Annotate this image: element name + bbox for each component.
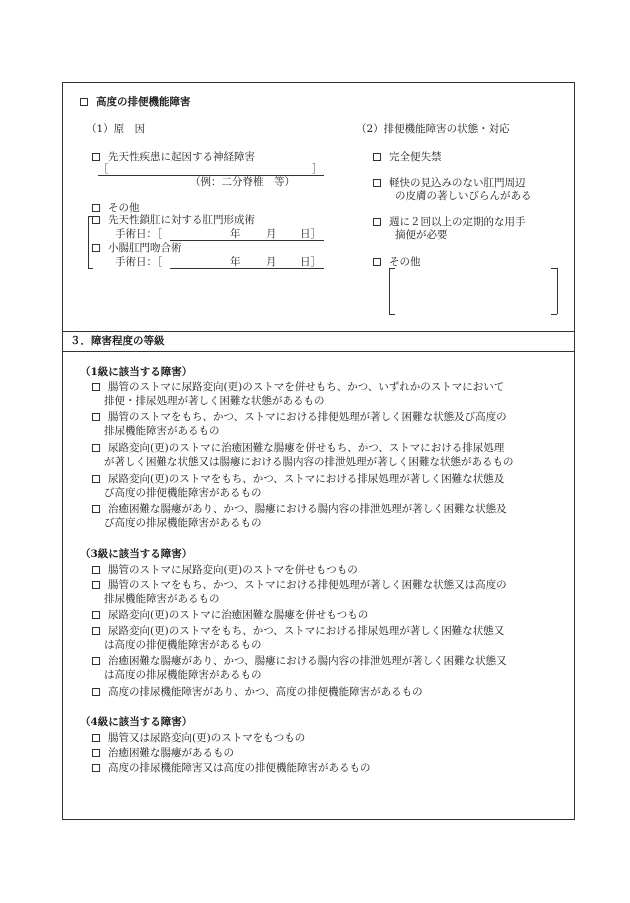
grade1-item3 <box>92 442 504 455</box>
bracket-open-1: ［ <box>98 163 109 175</box>
surgery-date-1 <box>115 228 162 241</box>
checkbox-digital[interactable] <box>373 218 381 226</box>
status-item-digital <box>373 216 526 229</box>
checkbox-incontinence[interactable] <box>373 153 381 161</box>
grade4-item2 <box>92 747 234 760</box>
grade4-item1-label: 腸管又は尿路変向(更)のストマをもつもの <box>108 732 306 744</box>
grade1-item1 <box>92 381 504 394</box>
status-item-other <box>373 256 421 269</box>
grade3-item6 <box>92 686 423 699</box>
grade3-item6-label: 高度の排尿機能障害があり、かつ、高度の排便機能障害があるもの <box>108 686 423 698</box>
cause-item-congenital <box>92 151 255 164</box>
divider-bottom <box>62 351 575 352</box>
month-label-1: 月 <box>266 228 277 240</box>
grade1-item5-line1: 治癒困難な腸瘻があり、かつ、腸瘻における腸内容の排泄処理が著しく困難な状態及 <box>108 503 507 515</box>
checkbox-grade3-4[interactable] <box>92 627 100 635</box>
grade1-item4-line2: び高度の排便機能障害があるもの <box>104 487 262 499</box>
checkbox-grade4-1[interactable] <box>92 734 100 742</box>
grade3-item4-line2: は高度の排便機能障害があるもの <box>104 639 262 651</box>
checkbox-grade1-4[interactable] <box>92 475 100 483</box>
checkbox-grade1-2[interactable] <box>92 413 100 421</box>
other-bracket-right-bottom <box>551 314 557 315</box>
other-bracket-right <box>557 268 558 314</box>
grade1-item4 <box>92 473 504 486</box>
grade1-item5 <box>92 503 507 516</box>
checkbox-grade1-1[interactable] <box>92 383 100 391</box>
divider-top <box>62 331 575 332</box>
grade3-item4-line1: 尿路変向(更)のストマをもち、かつ、ストマにおける排尿処理が著しく困難な状態又 <box>108 625 505 637</box>
grade3-item5-line2: は高度の排尿機能障害があるもの <box>104 669 262 681</box>
day-label-2: 日］ <box>300 256 321 268</box>
checkbox-cause-other[interactable] <box>92 204 100 212</box>
cause-heading: （1）原 因 <box>86 123 146 135</box>
grade3-item1-label: 腸管のストマに尿路変向(更)のストマを併せもつもの <box>108 564 358 576</box>
sub-bracket-line <box>88 216 89 268</box>
status-item-erosion-line2: の皮膚の著しいびらんがある <box>395 190 532 202</box>
grade3-item2 <box>92 579 507 592</box>
grade1-item2 <box>92 411 507 424</box>
other-bracket-left-bottom <box>389 314 395 315</box>
status-item-erosion-line1: 軽快の見込みのない肛門周辺 <box>389 177 526 189</box>
grade4-heading: （4級に該当する障害） <box>80 716 193 728</box>
surgery-date-label-2: 手術日：［ <box>115 256 163 268</box>
checkbox-status-other[interactable] <box>373 258 381 266</box>
grade1-item5-line2: び高度の排尿機能障害があるもの <box>104 517 262 529</box>
grade3-heading: （3級に該当する障害） <box>80 548 193 560</box>
cause-item-anoplasty-label: 先天性鎖肛に対する肛門形成術 <box>108 214 255 226</box>
surgery-date-2 <box>115 256 162 269</box>
surgery-date-label-1: 手術日：［ <box>115 228 163 240</box>
checkbox-anastomosis[interactable] <box>92 244 100 252</box>
section-title-text: 高度の排便機能障害 <box>96 96 191 108</box>
section3-title: ３．障害程度の等級 <box>70 335 165 347</box>
grade1-item1-line2: 排便・排尿処理が著しく困難な状態があるもの <box>104 395 325 407</box>
year-label-1: 年 <box>230 228 241 240</box>
checkbox-grade3-2[interactable] <box>92 581 100 589</box>
status-item-incontinence-label: 完全便失禁 <box>389 151 442 163</box>
example-text: （例：二分脊椎 等） <box>190 176 295 188</box>
cause-item-congenital-label: 先天性疾患に起因する神経障害 <box>108 151 255 163</box>
grade1-heading: （1級に該当する障害） <box>80 366 193 378</box>
checkbox-grade1-5[interactable] <box>92 505 100 513</box>
checkbox-grade3-6[interactable] <box>92 688 100 696</box>
status-item-digital-line1: 週に２回以上の定期的な用手 <box>389 216 526 228</box>
checkbox-congenital[interactable] <box>92 153 100 161</box>
checkbox-grade3-3[interactable] <box>92 611 100 619</box>
day-label-1: 日］ <box>300 228 321 240</box>
grade3-item4 <box>92 625 504 638</box>
grade4-item3 <box>92 762 371 775</box>
status-item-digital-line2: 摘便が必要 <box>395 229 448 241</box>
checkbox-grade4-2[interactable] <box>92 749 100 757</box>
cause-item-anastomosis-label: 小腸肛門吻合術 <box>108 242 182 254</box>
checkbox-grade3-5[interactable] <box>92 657 100 665</box>
grade3-item3 <box>92 609 368 622</box>
grade1-item4-line1: 尿路変向(更)のストマをもち、かつ、ストマにおける排尿処理が著しく困難な状態及 <box>108 473 505 485</box>
grade4-item3-label: 高度の排尿機能障害又は高度の排便機能障害があるもの <box>108 762 371 774</box>
other-bracket-left-top <box>389 268 395 269</box>
grade1-item3-line1: 尿路変向(更)のストマに治癒困難な腸瘻を併せもち、かつ、ストマにおける排尿処理 <box>108 442 505 454</box>
cause-item-other-label: その他 <box>108 202 140 214</box>
input-line-date-2[interactable] <box>170 268 324 269</box>
checkbox-grade1-3[interactable] <box>92 444 100 452</box>
status-item-incontinence <box>373 151 442 164</box>
status-item-erosion <box>373 177 526 190</box>
status-heading: （2）排便機能障害の状態・対応 <box>356 123 510 135</box>
grade1-item2-line1: 腸管のストマをもち、かつ、ストマにおける排便処理が著しく困難な状態及び高度の <box>108 411 507 423</box>
status-item-other-label: その他 <box>389 256 421 268</box>
grade3-item5 <box>92 655 507 668</box>
cause-item-anoplasty <box>92 214 255 227</box>
other-bracket-left <box>389 268 390 314</box>
other-bracket-right-top <box>551 268 557 269</box>
grade3-item1 <box>92 564 358 577</box>
cause-item-anastomosis <box>92 242 182 255</box>
checkbox-grade3-1[interactable] <box>92 566 100 574</box>
sub-bracket-bottom <box>88 268 93 269</box>
year-label-2: 年 <box>230 256 241 268</box>
grade3-item2-line1: 腸管のストマをもち、かつ、ストマにおける排便処理が著しく困難な状態又は高度の <box>108 579 507 591</box>
grade4-item2-label: 治癒困難な腸瘻があるもの <box>108 747 234 759</box>
section-title-defecation <box>80 96 191 109</box>
grade3-item2-line2: 排尿機能障害があるもの <box>104 593 220 605</box>
bracket-close-1: ］ <box>312 163 323 175</box>
grade1-item1-line1: 腸管のストマに尿路変向(更)のストマを併せもち、かつ、いずれかのストマにおいて <box>108 381 505 393</box>
grade1-item2-line2: 排尿機能障害があるもの <box>104 425 220 437</box>
month-label-2: 月 <box>266 256 277 268</box>
grade3-item3-label: 尿路変向(更)のストマに治癒困難な腸瘻を併せもつもの <box>108 609 369 621</box>
input-line-date-1[interactable] <box>170 240 324 241</box>
grade1-item3-line2: が著しく困難な状態又は腸瘻における腸内容の排泄処理が著しく困難な状態があるもの <box>104 456 514 468</box>
checkbox-anoplasty[interactable] <box>92 216 100 224</box>
checkbox-erosion[interactable] <box>373 179 381 187</box>
checkbox-grade4-3[interactable] <box>92 764 100 772</box>
grade4-item1 <box>92 732 305 745</box>
checkbox-defecation[interactable] <box>80 98 88 106</box>
grade3-item5-line1: 治癒困難な腸瘻があり、かつ、腸瘻における腸内容の排泄処理が著しく困難な状態又 <box>108 655 507 667</box>
